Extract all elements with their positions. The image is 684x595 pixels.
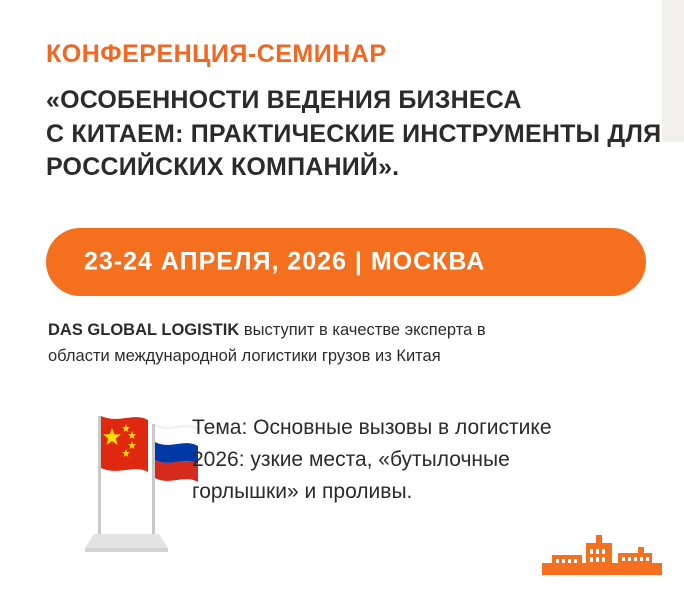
- poster-content: [46, 0, 660, 595]
- expert-description-line-2: области международной логистики грузов из Китая: [48, 346, 441, 365]
- topic-line-3: горлышки» и проливы.: [192, 479, 413, 503]
- headline-line-2: С КИТАЕМ: ПРАКТИЧЕСКИЕ ИНСТРУМЕНТЫ ДЛЯ: [46, 119, 662, 148]
- page-title: [46, 84, 662, 185]
- company-name: DAS GLOBAL LOGISTIK: [48, 321, 240, 339]
- city-skyline-icon: [542, 529, 662, 577]
- kicker-label: КОНФЕРЕНЦИЯ-СЕМИНАР: [46, 40, 387, 68]
- headline-line-3: РОССИЙСКИХ КОМПАНИЙ».: [46, 153, 400, 181]
- expert-description: [48, 318, 628, 369]
- china-russia-flags-icon: [56, 398, 206, 558]
- topic-line-2: 2026: узкие места, «бутылочные: [192, 447, 510, 471]
- topic-text: [192, 412, 684, 508]
- right-edge-strip-lower: [662, 142, 684, 595]
- right-edge-strip: [662, 0, 684, 142]
- date-location-badge: [46, 228, 646, 296]
- date-location-text: 23-24 АПРЕЛЯ, 2026 | МОСКВА: [84, 247, 486, 276]
- headline-line-1: «ОСОБЕННОСТИ ВЕДЕНИЯ БИЗНЕСА: [46, 86, 522, 114]
- topic-line-1: Тема: Основные вызовы в логистике: [192, 416, 552, 439]
- expert-description-line-1: [48, 318, 628, 344]
- expert-description-rest: выступит в качестве эксперта в: [239, 321, 486, 339]
